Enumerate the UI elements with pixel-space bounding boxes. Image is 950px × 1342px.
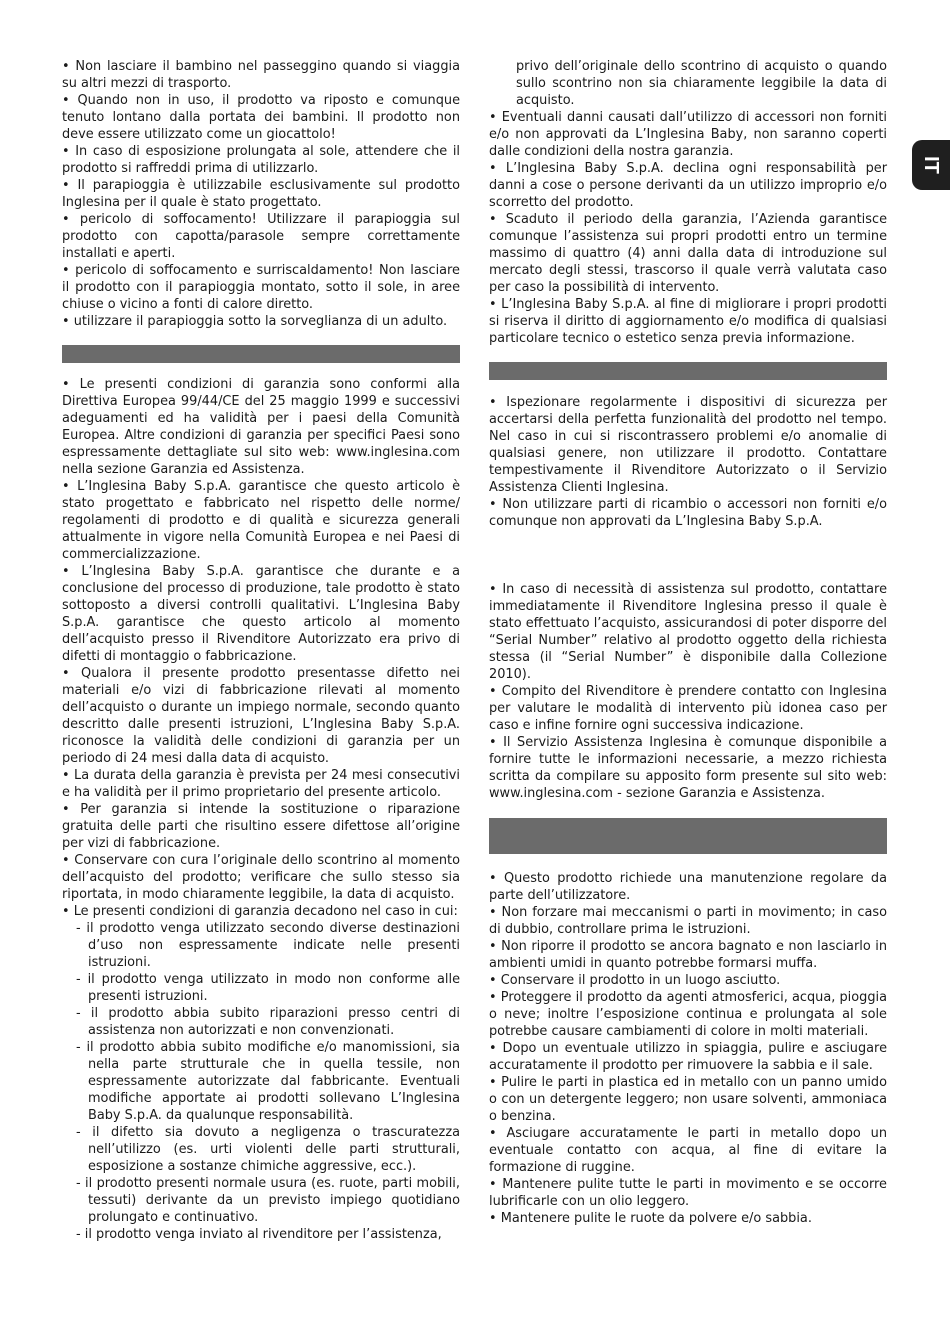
section-header-bar-warranty [62, 345, 460, 363]
assistance-item-1: • In caso di necessità di assistenza sul prodotto, contattare immediatamente il Rivenditore Inglesina presso il quale è stato effettuato l’acquisto, assicurandosi di poter disporre del “Serial Number” relativo al prodotto oggetto della richiesta stessa (il “Serial Number” è disponibile dalla Collezione 2010). [489, 582, 887, 682]
left-column [62, 58, 460, 1243]
warranty-item-1: • Le presenti condizioni di garanzia sono conformi alla Direttiva Europea 99/44/CE del 25 maggio 1999 e successivi adeguamenti ed ha validità per i paesi della Comunità Europea. Altre condizioni di garanzia per specifici Paesi sono espressamente dettagliate sul sito web: www.inglesina.com nella sezione Garanzia ed Assistenza. [62, 377, 460, 477]
maintenance-item-2: • Non forzare mai meccanismi o parti in movimento; in caso di dubbio, controllare prima le istruzioni. [489, 905, 887, 937]
warranty-exclusion-continuation: privo dell’originale dello scontrino di acquisto o quando sullo scontrino non sia chiaramente leggibile la data di acquisto. [516, 59, 887, 108]
warranty-item-6: • Per garanzia si intende la sostituzione o riparazione gratuita delle parti che risultino essere difettose all’origine per vizi di fabbricazione. [62, 802, 460, 851]
intro-item-2: • Quando non in uso, il prodotto va riposto e comunque tenuto lontano dalla portata dei bambini. Il prodotto non deve essere utilizzato come un giocattolo! [62, 93, 460, 142]
warranty-exclusion-5: - il difetto sia dovuto a negligenza o trascuratezza nell’utilizzo (es. urti violenti delle parti strutturali, esposizione a sostanze chimiche aggressive, ecc.). [76, 1125, 460, 1174]
warranty-right-item-4: • L’Inglesina Baby S.p.A. al fine di migliorare i propri prodotti si riserva il diritto di aggiornamento e/o modifica di qualsiasi particolare tecnico o estetico senza previa informazione. [489, 297, 887, 346]
warranty-item-2: • L’Inglesina Baby S.p.A. garantisce che questo articolo è stato progettato e fabbricato nel rispetto delle norme/ regolamenti di prodotto e di qualità e sicurezza generali attualmente in vigore nella Comunità Europea e nei Paesi di commercializzazione. [62, 479, 460, 562]
right-column [489, 58, 887, 1227]
maintenance-item-6: • Dopo un eventuale utilizzo in spiaggia, pulire e asciugare accuratamente il prodotto per rimuovere la sabbia e il sale. [489, 1041, 887, 1073]
warranty-exclusion-7: - il prodotto venga inviato al rivenditore per l’assistenza, [76, 1227, 442, 1242]
intro-item-7: • utilizzare il parapioggia sotto la sorveglianza di un adulto. [62, 314, 448, 329]
intro-item-3: • In caso di esposizione prolungata al sole, attendere che il prodotto si raffreddi prima di utilizzarlo. [62, 144, 460, 176]
warranty-right-item-2: • L’Inglesina Baby S.p.A. declina ogni responsabilità per danni a cose o persone derivanti da un utilizzo improprio e/o scorretto del prodotto. [489, 161, 887, 210]
maintenance-item-4: • Conservare il prodotto in un luogo asciutto. [489, 973, 781, 988]
warranty-item-8: • Le presenti condizioni di garanzia decadono nel caso in cui: [62, 904, 458, 919]
intro-item-6: • pericolo di soffocamento e surriscaldamento! Non lasciare il prodotto con il parapioggia montato, sotto il sole, in aree chiuse o vicino a fonti di calore diretto. [62, 263, 460, 312]
warranty-item-7: • Conservare con cura l’originale dello scontrino al momento dell’acquisto del prodotto; verificare che sullo stesso sia riportata, in modo chiaramente leggibile, la data di acquisto. [62, 853, 460, 902]
maintenance-item-10: • Mantenere pulite le ruote da polvere e/o sabbia. [489, 1211, 812, 1226]
intro-item-1: • Non lasciare il bambino nel passeggino quando si viaggia su altri mezzi di trasporto. [62, 59, 460, 91]
safety-item-2: • Non utilizzare parti di ricambio o accessori non forniti e/o comunque non approvati da L’Inglesina Baby S.p.A. [489, 497, 887, 529]
maintenance-item-3: • Non riporre il prodotto se ancora bagnato e non lasciarlo in ambienti umidi in quanto potrebbe formarsi muffa. [489, 939, 887, 971]
section-header-bar-safety [489, 362, 887, 380]
intro-item-5: • pericolo di soffocamento! Utilizzare il parapioggia sul prodotto con capotta/parasole sempre correttamente installati e aperti. [62, 212, 460, 261]
section-header-bar-maintenance [489, 818, 887, 854]
warranty-exclusion-6: - il prodotto presenti normale usura (es. ruote, parti mobili, tessuti) derivante da un previsto impiego quotidiano prolungato e continuativo. [76, 1176, 460, 1225]
maintenance-item-7: • Pulire le parti in plastica ed in metallo con un panno umido o con un detergente leggero; non usare solventi, ammoniaca o benzina. [489, 1075, 887, 1124]
language-tab-label: IT [920, 156, 943, 174]
safety-item-1: • Ispezionare regolarmente i dispositivi di sicurezza per accertarsi della perfetta funzionalità del prodotto nel tempo. Nel caso in cui si riscontrassero problemi e/o anomalie di qualsiasi genere, non utilizzare il prodotto. Contattare tempestivamente il Rivenditore Autorizzato o il Servizio Assistenza Clienti Inglesina. [489, 395, 887, 495]
warranty-item-5: • La durata della garanzia è prevista per 24 mesi consecutivi e ha validità per il primo proprietario del presente articolo. [62, 768, 460, 800]
warranty-exclusion-4: - il prodotto abbia subito modifiche e/o manomissioni, sia nella parte strutturale che in quella tessile, non espressamente autorizzate dal fabbricante. Eventuali modifiche apportate ai prodotti sollevano L’Inglesina Baby S.p.A. da qualunque responsabilità. [76, 1040, 460, 1123]
assistance-item-3: • Il Servizio Assistenza Inglesina è comunque disponibile a fornire tutte le informazioni necessarie, a mezzo richiesta scritta da compilare su apposito form presente sul sito web: www.inglesina.com - sezione Garanzia e Assistenza. [489, 735, 887, 801]
maintenance-item-8: • Asciugare accuratamente le parti in metallo dopo un eventuale contatto con acqua, al fine di evitare la formazione di ruggine. [489, 1126, 887, 1175]
maintenance-item-9: • Mantenere pulite tutte le parti in movimento e se occorre lubrificarle con un olio leggero. [489, 1177, 887, 1209]
warranty-item-4: • Qualora il presente prodotto presentasse difetto nei materiali e/o vizi di fabbricazione rilevati al momento dell’acquisto o durante un impiego normale, secondo quanto descritto dalle presenti istruzioni, L’Inglesina Baby S.p.A. riconosce la validità delle condizioni di garanzia per un periodo di 24 mesi dalla data di acquisto. [62, 666, 460, 766]
warranty-right-item-1: • Eventuali danni causati dall’utilizzo di accessori non forniti e/o non approvati da L’Inglesina Baby, non saranno coperti dalle condizioni della nostra garanzia. [489, 110, 887, 159]
warranty-right-item-3: • Scaduto il periodo della garanzia, l’Azienda garantisce comunque l’assistenza sui propri prodotti entro un termine massimo di quattro (4) anni dalla data di introduzione sul mercato degli stessi, trascorso il quale verrà valutata caso per caso la possibilità di intervento. [489, 212, 887, 295]
maintenance-item-5: • Proteggere il prodotto da agenti atmosferici, acqua, pioggia o neve; inoltre l’esposizione continua e prolungata al sole potrebbe causare cambiamenti di colore in molti materiali. [489, 990, 887, 1039]
assistance-item-2: • Compito del Rivenditore è prendere contatto con Inglesina per valutare le modalità di intervento più idonea caso per caso e infine fornire ogni successiva indicazione. [489, 684, 887, 733]
warranty-exclusion-1: - il prodotto venga utilizzato secondo diverse destinazioni d’uso non espressamente indicate nelle presenti istruzioni. [76, 921, 460, 970]
warranty-item-3: • L’Inglesina Baby S.p.A. garantisce che durante e a conclusione del processo di produzione, tale prodotto è stato sottoposto a diversi controlli qualitativi. L’Inglesina Baby S.p.A. garantisce che questo articolo al momento dell’acquisto presso il Rivenditore Autorizzato era privo di difetti di montaggio o fabbricazione. [62, 564, 460, 664]
warranty-exclusion-3: - il prodotto abbia subito riparazioni presso centri di assistenza non autorizzati e non convenzionati. [76, 1006, 460, 1038]
language-tab [912, 140, 950, 190]
maintenance-item-1: • Questo prodotto richiede una manutenzione regolare da parte dell’utilizzatore. [489, 871, 887, 903]
warranty-exclusion-2: - il prodotto venga utilizzato in modo non conforme alle presenti istruzioni. [76, 972, 460, 1004]
intro-item-4: • Il parapioggia è utilizzabile esclusivamente sul prodotto Inglesina per il quale è stato progettato. [62, 178, 460, 210]
